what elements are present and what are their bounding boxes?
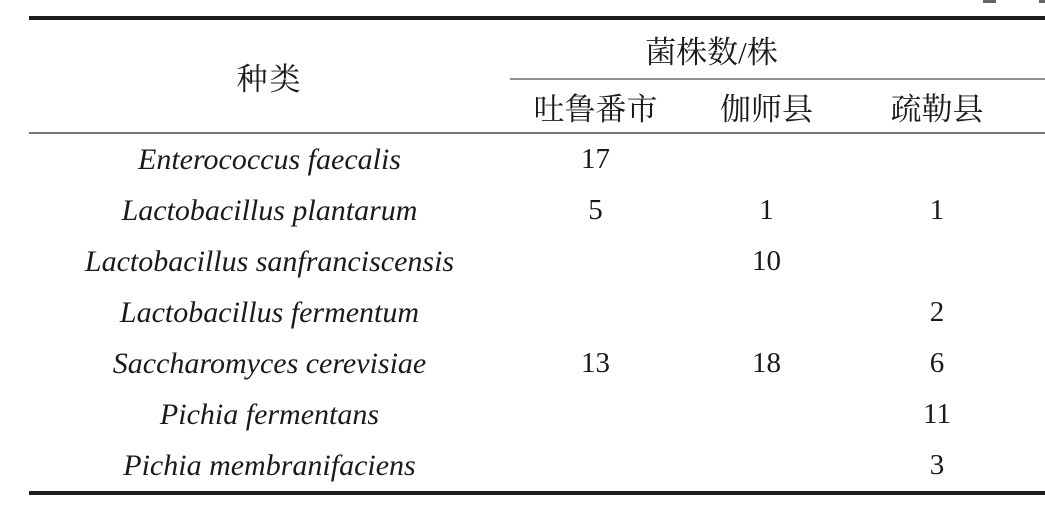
- column-header-shule: 疏勒县: [852, 79, 1045, 133]
- count-cell: 5: [588, 194, 603, 226]
- count-cell: 1: [929, 194, 945, 226]
- column-header-turpan: 吐鲁番市: [510, 79, 681, 133]
- count-cell: 6: [929, 347, 945, 379]
- table-row: [29, 236, 1045, 287]
- count-cell: [681, 440, 852, 493]
- species-column-header: 种类: [29, 18, 510, 133]
- count-cell: 18: [752, 347, 781, 379]
- count-cell: [681, 133, 852, 185]
- table-row: [29, 133, 1045, 185]
- species-name: Lactobacillus sanfranciscensis: [84, 244, 455, 278]
- species-name: Pichia fermentans: [159, 397, 380, 431]
- count-cell: 11: [923, 398, 951, 430]
- table-row: [29, 389, 1045, 440]
- table-row: [29, 185, 1045, 236]
- count-cell: [681, 389, 852, 440]
- table-body: [29, 133, 1045, 493]
- count-cell: 1: [759, 194, 774, 226]
- count-cell: [510, 440, 681, 493]
- species-name: Lactobacillus fermentum: [119, 295, 420, 329]
- species-name: Saccharomyces cerevisiae: [112, 346, 427, 380]
- count-cell: 17: [581, 143, 610, 175]
- count-cell: [681, 287, 852, 338]
- cropped-caption-fragment: [1039, 0, 1045, 3]
- species-name: Enterococcus faecalis: [138, 142, 401, 176]
- count-cell: [510, 389, 681, 440]
- cropped-caption-fragment: [983, 0, 996, 3]
- count-cell: [510, 236, 681, 287]
- group-header-row: [29, 18, 1045, 79]
- strain-counts-table: [29, 16, 1045, 495]
- count-cell: 3: [929, 449, 945, 481]
- count-cell: 10: [752, 245, 781, 277]
- count-cell: [852, 236, 1045, 287]
- table-row: [29, 287, 1045, 338]
- strain-count-group-header: 菌株数/株: [510, 18, 1045, 79]
- count-cell: [510, 287, 681, 338]
- count-cell: 2: [929, 296, 945, 328]
- table-row: [29, 440, 1045, 493]
- species-name: Pichia membranifaciens: [123, 448, 416, 482]
- table-row: [29, 338, 1045, 389]
- table-header: [29, 18, 1045, 133]
- count-cell: [852, 133, 1045, 185]
- count-cell: 13: [581, 347, 610, 379]
- column-header-jiashi: 伽师县: [681, 79, 852, 133]
- species-name: Lactobacillus plantarum: [121, 193, 418, 227]
